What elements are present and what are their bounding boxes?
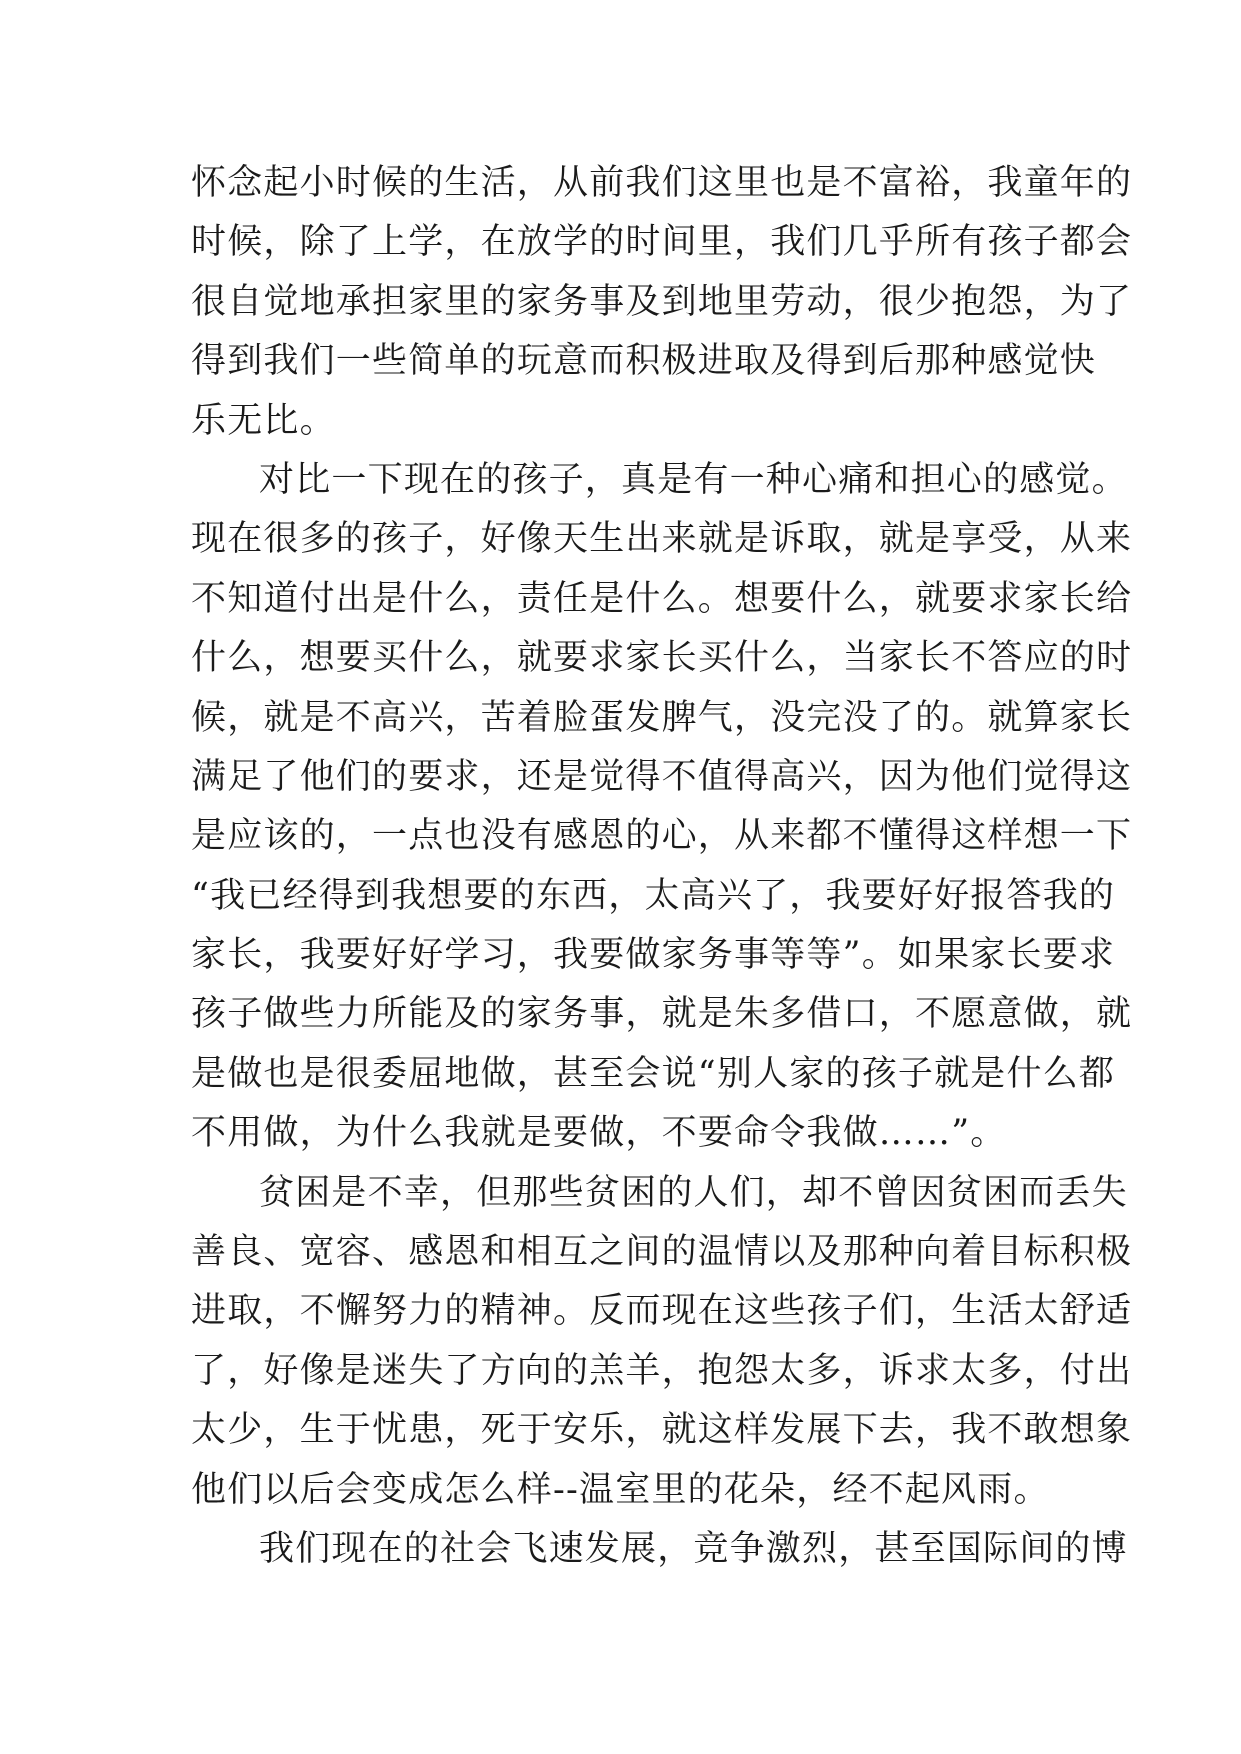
text-line: “我已经得到我想要的东西，太高兴了，我要好好报答我的 xyxy=(191,875,1116,916)
text-line: 家长，我要好好学习，我要做家务事等等”。如果家长要求 xyxy=(191,935,1116,976)
paragraph-first-line: 贫困是不幸，但那些贫困的人们，却不曾因贫困而丢失 xyxy=(259,1172,1128,1213)
text-line: 是应该的，一点也没有感恩的心，从来都不懂得这样想一下 xyxy=(191,816,1133,857)
text-line: 很自觉地承担家里的家务事及到地里劳动，很少抱怨，为了 xyxy=(191,281,1133,322)
text-line: 怀念起小时候的生活，从前我们这里也是不富裕，我童年的 xyxy=(191,163,1133,203)
text-line: 太少，生于忧患，死于安乐，就这样发展下去，我不敢想象 xyxy=(191,1410,1133,1451)
text-line: 得到我们一些简单的玩意而积极进取及得到后那种感觉快 xyxy=(191,341,1097,382)
text-line: 善良、宽容、感恩和相互之间的温情以及那种向着目标积极 xyxy=(191,1232,1133,1273)
text-line: 是做也是很委屈地做，甚至会说“别人家的孩子就是什么都 xyxy=(191,1053,1116,1094)
text-line: 不知道付出是什么，责任是什么。想要什么，就要求家长给 xyxy=(191,578,1133,619)
text-line: 时候，除了上学，在放学的时间里，我们几乎所有孩子都会 xyxy=(191,222,1133,263)
text-line: 什么，想要买什么，就要求家长买什么，当家长不答应的时 xyxy=(191,638,1133,679)
text-line: 现在很多的孩子，好像天生出来就是诉取，就是享受，从来 xyxy=(191,519,1133,560)
paragraph-first-line: 对比一下现在的孩子，真是有一种心痛和担心的感觉。 xyxy=(259,459,1128,500)
text-line: 候，就是不高兴，苦着脸蛋发脾气，没完没了的。就算家长 xyxy=(191,697,1133,738)
text-line: 他们以后会变成怎么样--温室里的花朵，经不起风雨。 xyxy=(191,1469,1050,1510)
text-line: 进取，不懈努力的精神。反而现在这些孩子们，生活太舒适 xyxy=(191,1291,1133,1332)
text-line: 满足了他们的要求，还是觉得不值得高兴，因为他们觉得这 xyxy=(191,756,1133,797)
paragraph-first-line: 我们现在的社会飞速发展，竞争激烈，甚至国际间的博 xyxy=(259,1528,1128,1569)
text-line: 不用做，为什么我就是要做，不要命令我做……”。 xyxy=(191,1113,1007,1154)
text-line: 乐无比。 xyxy=(191,400,336,441)
text-line: 孩子做些力所能及的家务事，就是朱多借口，不愿意做，就 xyxy=(191,994,1133,1035)
document-body xyxy=(191,154,1133,1579)
text-line: 了，好像是迷失了方向的羔羊，抱怨太多，诉求太多，付出 xyxy=(191,1350,1133,1391)
